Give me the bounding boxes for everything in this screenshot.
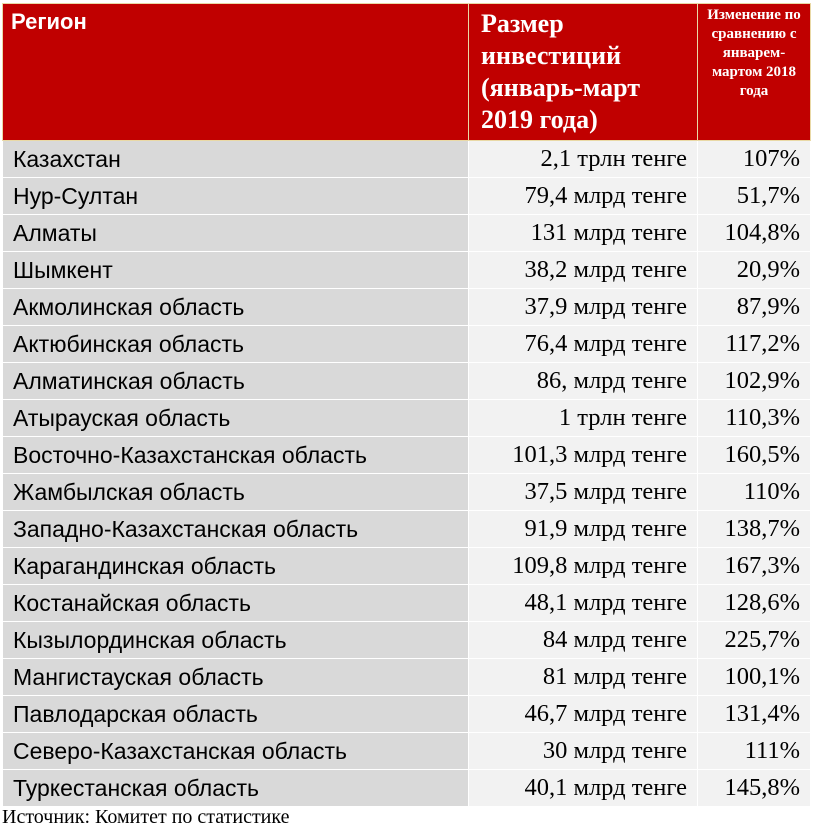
table-row — [3, 326, 811, 363]
header-region: Регион — [3, 4, 469, 141]
cell-amount: 91,9 млрд тенге — [469, 511, 698, 548]
table-row — [3, 141, 811, 178]
table-row — [3, 585, 811, 622]
cell-region: Атырауская область — [3, 400, 469, 437]
investment-table-container — [2, 3, 810, 807]
header-investment: Размер инвестиций (январь-март 2019 года) — [469, 4, 698, 141]
cell-change: 138,7% — [698, 511, 811, 548]
cell-amount: 86, млрд тенге — [469, 363, 698, 400]
cell-region: Костанайская область — [3, 585, 469, 622]
cell-change: 107% — [698, 141, 811, 178]
cell-change: 145,8% — [698, 770, 811, 807]
table-row — [3, 659, 811, 696]
cell-region: Северо-Казахстанская область — [3, 733, 469, 770]
cell-region: Нур-Султан — [3, 178, 469, 215]
table-row — [3, 178, 811, 215]
cell-change: 117,2% — [698, 326, 811, 363]
table-row — [3, 400, 811, 437]
cell-region: Туркестанская область — [3, 770, 469, 807]
cell-amount: 131 млрд тенге — [469, 215, 698, 252]
source-note: Источник: Комитет по статистике — [2, 806, 290, 828]
investment-table — [2, 3, 811, 807]
cell-region: Восточно-Казахстанская область — [3, 437, 469, 474]
cell-amount: 37,5 млрд тенге — [469, 474, 698, 511]
cell-change: 102,9% — [698, 363, 811, 400]
cell-amount: 30 млрд тенге — [469, 733, 698, 770]
cell-region: Карагандинская область — [3, 548, 469, 585]
cell-change: 110,3% — [698, 400, 811, 437]
cell-amount: 79,4 млрд тенге — [469, 178, 698, 215]
cell-change: 160,5% — [698, 437, 811, 474]
cell-region: Кызылординская область — [3, 622, 469, 659]
cell-change: 111% — [698, 733, 811, 770]
cell-change: 110% — [698, 474, 811, 511]
table-header-row — [3, 4, 811, 141]
cell-region: Жамбылская область — [3, 474, 469, 511]
cell-change: 131,4% — [698, 696, 811, 733]
cell-amount: 37,9 млрд тенге — [469, 289, 698, 326]
cell-change: 128,6% — [698, 585, 811, 622]
cell-amount: 46,7 млрд тенге — [469, 696, 698, 733]
cell-change: 225,7% — [698, 622, 811, 659]
table-row — [3, 770, 811, 807]
table-row — [3, 289, 811, 326]
table-row — [3, 474, 811, 511]
cell-change: 104,8% — [698, 215, 811, 252]
header-change: Изменение по сравнению с январем-мартом 2018 года — [698, 4, 811, 141]
cell-amount: 101,3 млрд тенге — [469, 437, 698, 474]
table-row — [3, 548, 811, 585]
cell-region: Алматинская область — [3, 363, 469, 400]
cell-change: 51,7% — [698, 178, 811, 215]
cell-amount: 109,8 млрд тенге — [469, 548, 698, 585]
cell-region: Актюбинская область — [3, 326, 469, 363]
cell-region: Акмолинская область — [3, 289, 469, 326]
table-row — [3, 363, 811, 400]
table-body — [3, 141, 811, 807]
cell-amount: 2,1 трлн тенге — [469, 141, 698, 178]
table-row — [3, 511, 811, 548]
table-row — [3, 696, 811, 733]
cell-region: Павлодарская область — [3, 696, 469, 733]
table-row — [3, 437, 811, 474]
cell-amount: 40,1 млрд тенге — [469, 770, 698, 807]
cell-change: 100,1% — [698, 659, 811, 696]
cell-amount: 84 млрд тенге — [469, 622, 698, 659]
cell-amount: 76,4 млрд тенге — [469, 326, 698, 363]
table-row — [3, 215, 811, 252]
cell-region: Западно-Казахстанская область — [3, 511, 469, 548]
cell-region: Шымкент — [3, 252, 469, 289]
cell-region: Казахстан — [3, 141, 469, 178]
table-row — [3, 733, 811, 770]
cell-amount: 48,1 млрд тенге — [469, 585, 698, 622]
table-row — [3, 622, 811, 659]
cell-change: 167,3% — [698, 548, 811, 585]
cell-region: Алматы — [3, 215, 469, 252]
cell-amount: 1 трлн тенге — [469, 400, 698, 437]
cell-amount: 38,2 млрд тенге — [469, 252, 698, 289]
cell-amount: 81 млрд тенге — [469, 659, 698, 696]
cell-change: 20,9% — [698, 252, 811, 289]
cell-region: Мангистауская область — [3, 659, 469, 696]
table-row — [3, 252, 811, 289]
cell-change: 87,9% — [698, 289, 811, 326]
